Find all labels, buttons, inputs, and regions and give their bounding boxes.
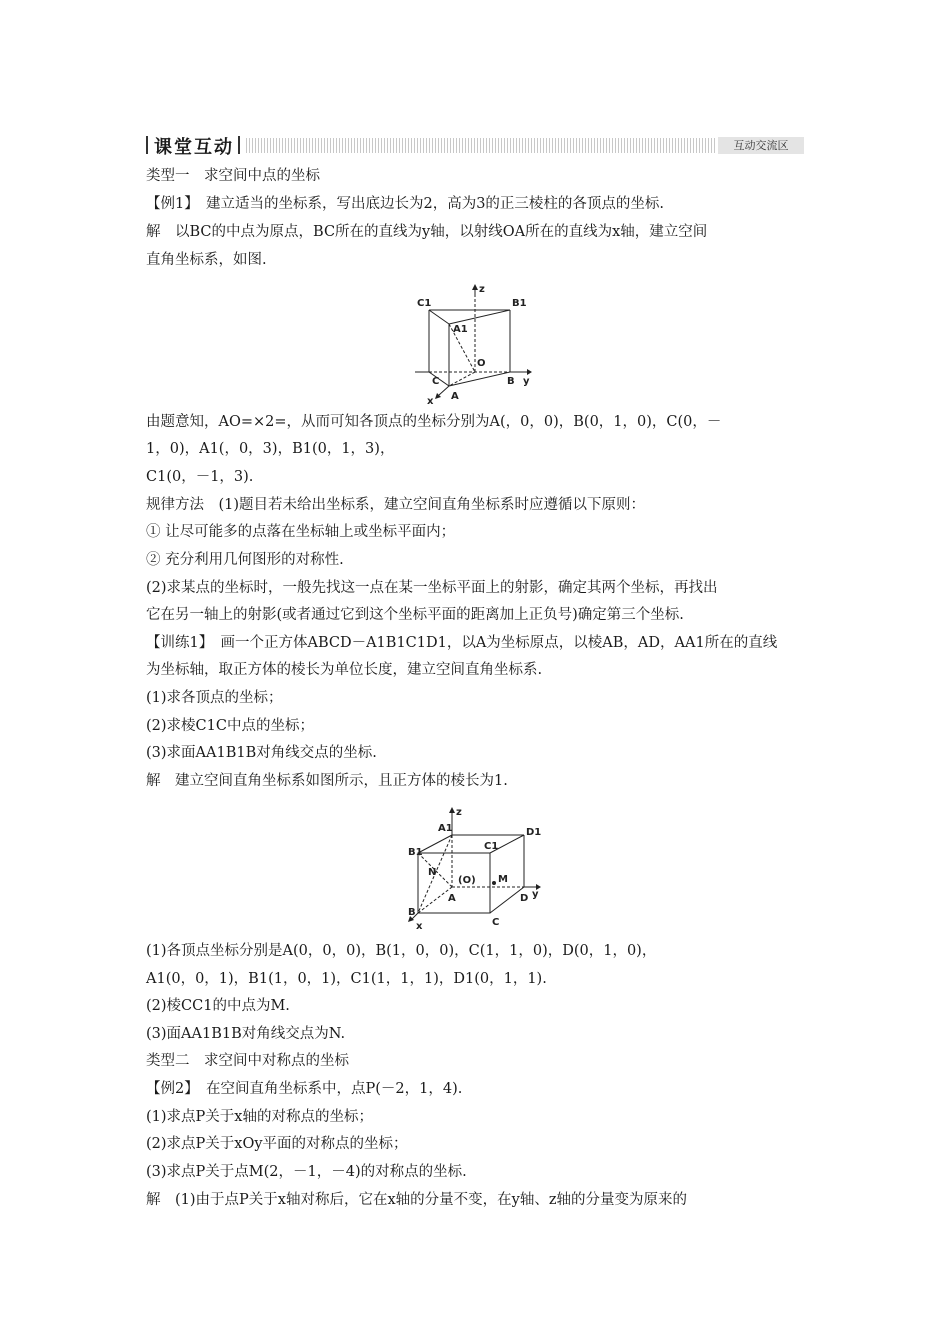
section-title: 课堂互动 [154,137,234,158]
text-line: (3)求面AA1B1B对角线交点的坐标. [146,745,377,761]
type-heading: 类型二 求空间中对称点的坐标 [146,1053,349,1069]
text-line: ② 充分利用几何图形的对称性. [146,552,344,568]
text-line: (1)各顶点坐标分别是A(0，0，0)，B(1，0，0)，C(1，1，0)，D(0，1，0)， [146,943,657,959]
prism-figure [415,280,535,409]
type-heading: 类型一 求空间中点的坐标 [146,168,320,184]
label-x: x [427,396,434,405]
text-line: (2)求点P关于xOy平面的对称点的坐标； [146,1136,408,1152]
label-C: C [432,376,440,387]
section-header [146,132,804,158]
label-O: O [477,358,486,369]
text-line: 由题意知，AO=×2=，从而可知各顶点的坐标分别为A(，0，0)，B(0，1，0)，C(0，－ [146,414,722,430]
label-A: A [448,893,456,904]
label-C: C [492,917,500,928]
text-line: (2)求某点的坐标时，一般先找这一点在某一坐标平面上的射影，确定其两个坐标，再找出 [146,580,718,596]
example-line: 【例2】 在空间直角坐标系中，点P(－2，1，4). [146,1081,463,1097]
label-z: z [456,807,462,818]
label-B: B [507,376,515,387]
text-line: 直角坐标系，如图. [146,252,267,268]
text-line: C1(0，－1，3). [146,469,254,485]
text-line: (2)求棱C1C中点的坐标； [146,718,314,734]
label-B: B [408,907,416,918]
section-tag: 互动交流区 [718,137,804,154]
header-stripe [246,138,716,153]
text-line: 它在另一轴上的射影(或者通过它到这个坐标平面的距离加上正负号)确定第三个坐标. [146,607,684,623]
label-N: N [428,867,437,878]
label-y: y [523,376,530,387]
label-O: (O) [458,875,476,886]
text-line: 1，0)，A1(，0，3)，B1(0，1，3)， [146,441,395,457]
example-line: 【例1】 建立适当的坐标系，写出底边长为2，高为3的正三棱柱的各顶点的坐标. [146,196,665,212]
text-line: 解 建立空间直角坐标系如图所示，且正方体的棱长为1. [146,773,508,789]
header-divider [238,136,240,154]
label-B1: B1 [408,847,423,858]
label-D: D [520,893,529,904]
text-line: ① 让尽可能多的点落在坐标轴上或坐标平面内； [146,524,456,540]
label-A1: A1 [438,823,453,834]
label-M: M [498,874,508,885]
text-line: (2)棱CC1的中点为M. [146,998,290,1014]
label-z: z [479,284,485,295]
text-line: (3)面AA1B1B对角线交点为N. [146,1026,346,1042]
training-line: 【训练1】 画一个正方体ABCD－A1B1C1D1，以A为坐标原点，以棱AB，AD，AA1所在的直线 [146,635,778,651]
label-y: y [532,889,539,900]
label-x: x [416,921,423,932]
text-line: (1)求各顶点的坐标； [146,690,283,706]
text-line: (1)求点P关于x轴的对称点的坐标； [146,1109,373,1125]
text-line: (3)求点P关于点M(2，－1，－4)的对称点的坐标. [146,1164,467,1180]
text-line: A1(0，0，1)，B1(1，0，1)，C1(1，1，1)，D1(0，1，1). [146,971,547,987]
label-A1: A1 [453,324,468,335]
cube-figure [408,805,548,937]
text-line: 解 以BC的中点为原点，BC所在的直线为y轴，以射线OA所在的直线为x轴，建立空间 [146,224,708,240]
label-D1: D1 [526,827,542,838]
method-line: 规律方法 (1)题目若未给出坐标系，建立空间直角坐标系时应遵循以下原则： [146,497,646,513]
text-line: 解 (1)由于点P关于x轴对称后，它在x轴的分量不变，在y轴、z轴的分量变为原来的 [146,1192,687,1208]
label-B1: B1 [512,298,527,309]
header-divider [146,136,148,154]
label-C1: C1 [484,841,499,852]
label-A: A [451,391,459,402]
text-line: 为坐标轴，取正方体的棱长为单位长度，建立空间直角坐标系. [146,662,543,678]
label-C1: C1 [417,298,432,309]
